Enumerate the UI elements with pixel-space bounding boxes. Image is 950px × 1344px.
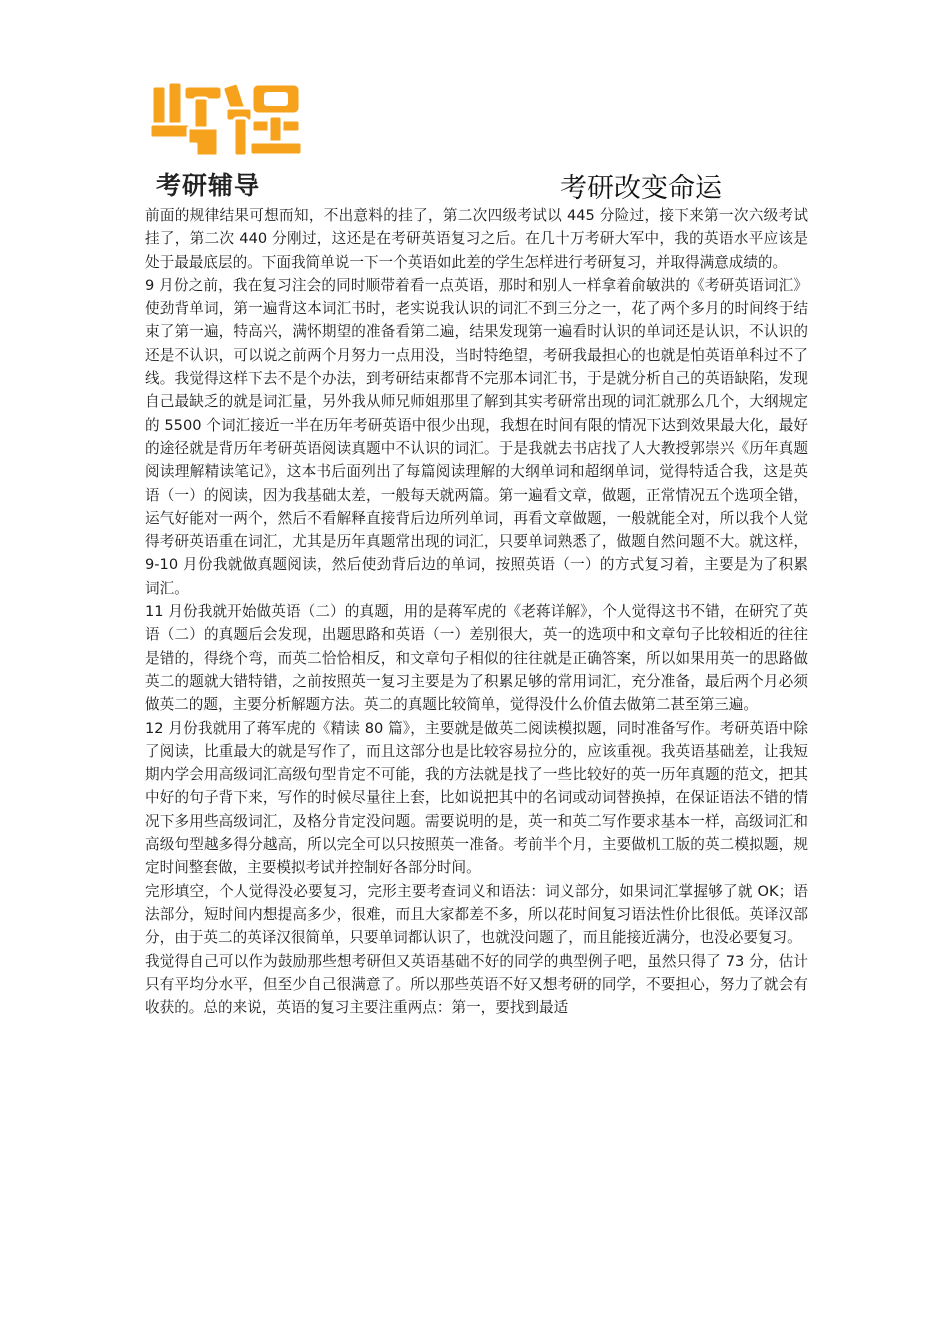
paragraph-cloze-translation: 完形填空，个人觉得没必要复习，完形主要考查词义和语法：词义部分，如果词汇掌握够了就 OK；语法部分，短时间内想提高多少，很难，而且大家都差不多，所以花时间复习语法性价比很低。英译汉部分，由于英二的英译汉很简单，只要单词都认识了，也就没问题了，而且能接近满分，也没必要复习。 — [145, 882, 808, 947]
paragraph-december: 12 月份我就用了蒋军虎的《精读 80 篇》，主要就是做英二阅读模拟题，同时准备写作。考研英语中除了阅读，比重最大的就是写作了，而且这部分也是比较容易拉分的，应该重视。我英语基础差，让我短期内学会用高级词汇高级句型肯定不可能，我的方法就是找了一些比较好的英一历年真题的范文，把其中好的句子背下来，写作的时候尽量往上套，比如说把其中的名词或动词替换掉，在保证语法不错的情况下多用些高级词汇，及格分肯定没问题。需要说明的是，英一和英二写作要求基本一样，高级词汇和高级句型越多得分越高，所以完全可以只按照英一准备。考前半个月，主要做机工版的英二模拟题，规定时间整套做，主要模拟考试并控制好各部分时间。 — [145, 719, 808, 877]
logo-caption: 考研辅导 — [156, 171, 261, 200]
paragraph-conclusion: 我觉得自己可以作为鼓励那些想考研但又英语基础不好的同学的典型例子吧，虽然只得了 73 分，估计只有平均分水平，但至少自己很满意了。所以那些英语不好又想考研的同学，不要担心，努力了就会有收获的。总的来说，英语的复习主要注重两点：第一，要找到最适 — [145, 952, 808, 1017]
kaicheng-logo — [148, 72, 303, 200]
paragraph-intro: 前面的规律结果可想而知，不出意料的挂了，第二次四级考试以 445 分险过，接下来第一次六级考试挂了，第二次 440 分刚过，这还是在考研英语复习之后。在几十万考研大军中，我的英语水平应该是处于最最底层的。下面我简单说一下一个英语如此差的学生怎样进行考研复习，并取得满意成绩的。 — [145, 207, 808, 271]
article-body — [145, 204, 808, 1019]
paragraph-september: 9 月份之前，我在复习注会的同时顺带着看一点英语，那时和别人一样拿着俞敏洪的《考研英语词汇》使劲背单词，第一遍背这本词汇书时，老实说我认识的词汇不到三分之一，花了两个多月的时间终于结束了第一遍，特高兴，满怀期望的准备看第二遍，结果发现第一遍看时认识的单词还是认识，不认识的还是不认识，可以说之前两个月努力一点用没，当时特绝望，考研我最担心的也就是怕英语单科过不了线。我觉得这样下去不是个办法，到考研结束都背不完那本词汇书，于是就分析自己的英语缺陷，发现自己最缺乏的就是词汇量，另外我从师兄师姐那里了解到其实考研常出现的词汇就那么几个，大纲规定的 5500 个词汇接近一半在历年考研英语中很少出现，我想在时间有限的情况下达到效果最大化，最好的途径就是背历年考研英语阅读真题中不认识的词汇。于是我就去书店找了人大教授郭崇兴《历年真题阅读理解精读笔记》，这本书后面列出了每篇阅读理解的大纲单词和超纲单词，觉得特适合我，这是英语（一）的阅读，因为我基础太差，一般每天就两篇。第一遍看文章，做题，正常情况五个选项全错，运气好能对一两个，然后不看解释直接背后边所列单词，再看文章做题，一般就能全对，所以我个人觉得考研英语重在词汇，尤其是历年真题常出现的词汇，只要单词熟悉了，做题自然问题不大。就这样，9-10 月份我就做真题阅读，然后使劲背后边的单词，按照英语（一）的方式复习着，主要是为了积累词汇。 — [145, 276, 808, 597]
kaicheng-logo-mark — [148, 80, 303, 158]
paragraph-november: 11 月份我就开始做英语（二）的真题，用的是蒋军虎的《老蒋详解》，个人觉得这书不错，在研究了英语（二）的真题后会发现，出题思路和英语（一）差别很大，英一的选项中和文章句子比较相近的往往是错的，得绕个弯，而英二恰恰相反，和文章句子相似的往往就是正确答案，所以如果用英一的思路做英二的题就大错特错，之前按照英一复习主要是为了积累足够的常用词汇，充分准备，最后两个月必须做英二的题，主要分析解题方法。英二的真题比较简单，觉得没什么价值去做第二甚至第三遍。 — [145, 603, 808, 714]
header-slogan: 考研改变命运 — [560, 173, 722, 204]
